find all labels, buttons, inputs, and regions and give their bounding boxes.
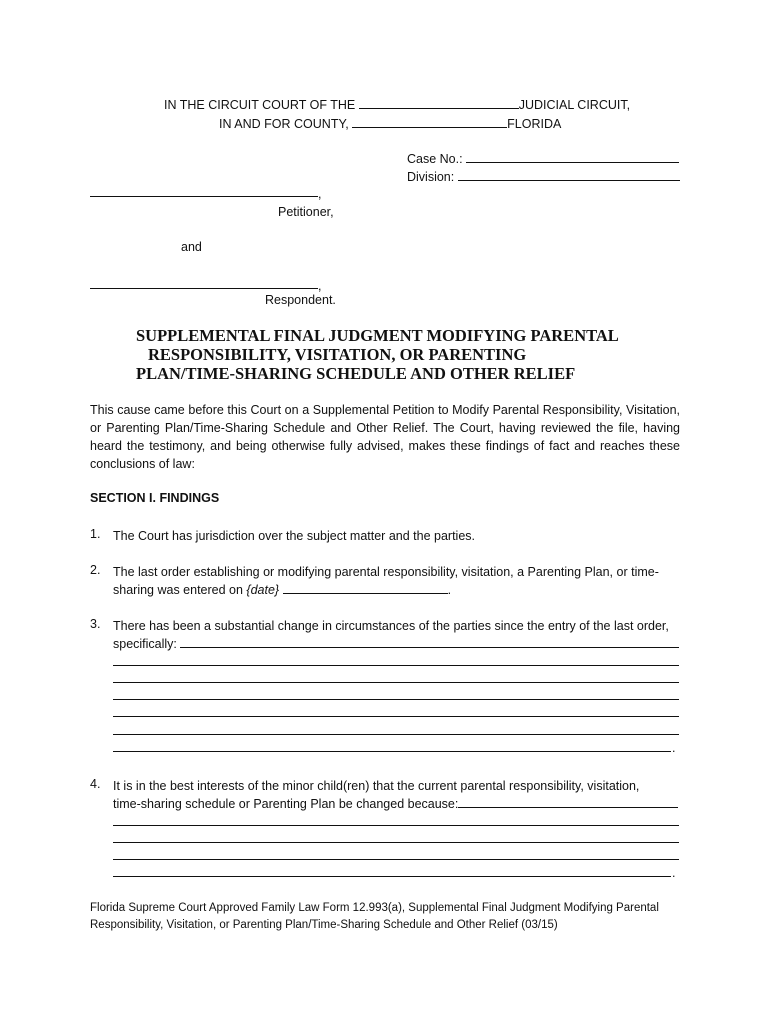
case-no-row	[407, 150, 679, 166]
change-circumstances-line-5[interactable]	[113, 716, 679, 717]
finding-3-line-2	[113, 635, 680, 653]
section-heading: SECTION I. FINDINGS	[90, 491, 220, 505]
document-title	[136, 326, 696, 383]
court-line-2	[219, 115, 561, 131]
petitioner-comma: ,	[318, 187, 322, 201]
change-circumstances-field[interactable]	[180, 635, 679, 648]
finding-2-number: 2.	[90, 563, 101, 577]
form-footer	[90, 900, 690, 934]
order-date-field[interactable]	[283, 581, 448, 594]
best-interests-line-4[interactable]	[113, 859, 679, 860]
intro-paragraph: This cause came before this Court on a Supplemental Petition to Modify Parental Responsibility, Visitation, or Parenting Plan/Time-Sharing Schedule and Other Relief. The Court, having reviewed the file, having heard the testimony, and being otherwise fully advised, makes these findings of fact and reaches these conclusions of law:	[90, 403, 680, 471]
court-line-2-middle: COUNTY,	[294, 117, 349, 131]
title-line-1: SUPPLEMENTAL FINAL JUDGMENT MODIFYING PARENTAL	[136, 326, 619, 345]
change-circumstances-line-7[interactable]	[113, 751, 671, 752]
change-circumstances-line-4[interactable]	[113, 699, 679, 700]
finding-2-line-2-prefix: sharing was entered on	[113, 583, 247, 597]
finding-3-line-1: There has been a substantial change in circumstances of the parties since the entry of the last order,	[113, 619, 669, 633]
finding-3-line-2-prefix: specifically:	[113, 637, 181, 651]
change-circumstances-line-3[interactable]	[113, 682, 679, 683]
division-row	[407, 168, 680, 184]
circuit-blank[interactable]	[359, 96, 519, 109]
finding-4-line-2-prefix: time-sharing schedule or Parenting Plan be changed because:	[113, 797, 459, 811]
case-no-label: Case No.:	[407, 152, 463, 166]
finding-1-number: 1.	[90, 527, 101, 541]
court-line-1-prefix: IN THE CIRCUIT COURT OF THE	[164, 98, 356, 112]
respondent-comma: ,	[318, 279, 322, 293]
finding-3-number: 3.	[90, 617, 101, 631]
footer-line-2: Responsibility, Visitation, or Parenting Plan/Time-Sharing Schedule and Other Relief (03/15)	[90, 919, 558, 931]
court-line-2-prefix: IN AND FOR	[219, 117, 291, 131]
best-interests-line-3[interactable]	[113, 842, 679, 843]
division-label: Division:	[407, 170, 455, 184]
court-line-2-suffix: FLORIDA	[507, 117, 562, 131]
and-label: and	[181, 240, 202, 254]
division-field[interactable]	[458, 168, 680, 181]
change-circumstances-line-6[interactable]	[113, 734, 679, 735]
court-line-1	[164, 96, 630, 112]
finding-2-period: .	[447, 583, 452, 597]
case-no-field[interactable]	[466, 150, 679, 163]
finding-2-line-1: The last order establishing or modifying parental responsibility, visitation, a Parenting Plan, or time-	[113, 565, 659, 579]
respondent-label: Respondent.	[265, 293, 336, 307]
finding-1-text: The Court has jurisdiction over the subject matter and the parties.	[113, 529, 475, 543]
finding-3-text	[113, 617, 680, 653]
finding-3-period: .	[672, 741, 676, 755]
title-line-3: PLAN/TIME-SHARING SCHEDULE AND OTHER RELIEF	[136, 364, 576, 383]
footer-line-1: Florida Supreme Court Approved Family Law Form 12.993(a), Supplemental Final Judgment Modifying Parental	[90, 902, 659, 914]
best-interests-line-5[interactable]	[113, 876, 671, 877]
court-line-1-suffix: JUDICIAL CIRCUIT,	[518, 98, 631, 112]
date-placeholder: {date}	[246, 583, 280, 597]
finding-4-period: .	[672, 866, 676, 880]
finding-2-line-2	[113, 581, 680, 599]
change-circumstances-line-2[interactable]	[113, 665, 679, 666]
finding-4-line-1: It is in the best interests of the minor child(ren) that the current parental responsibility, visitation,	[113, 779, 640, 793]
finding-4-number: 4.	[90, 777, 101, 791]
finding-4-line-2	[113, 795, 680, 813]
petitioner-name-field[interactable]	[90, 196, 318, 197]
petitioner-label: Petitioner,	[278, 205, 334, 219]
county-blank[interactable]	[352, 115, 507, 128]
best-interests-line-2[interactable]	[113, 825, 679, 826]
respondent-name-field[interactable]	[90, 288, 318, 289]
best-interests-field[interactable]	[458, 795, 678, 808]
title-line-2: RESPONSIBILITY, VISITATION, OR PARENTING	[148, 345, 527, 364]
finding-4-text	[113, 777, 680, 813]
finding-2-text	[113, 563, 680, 599]
